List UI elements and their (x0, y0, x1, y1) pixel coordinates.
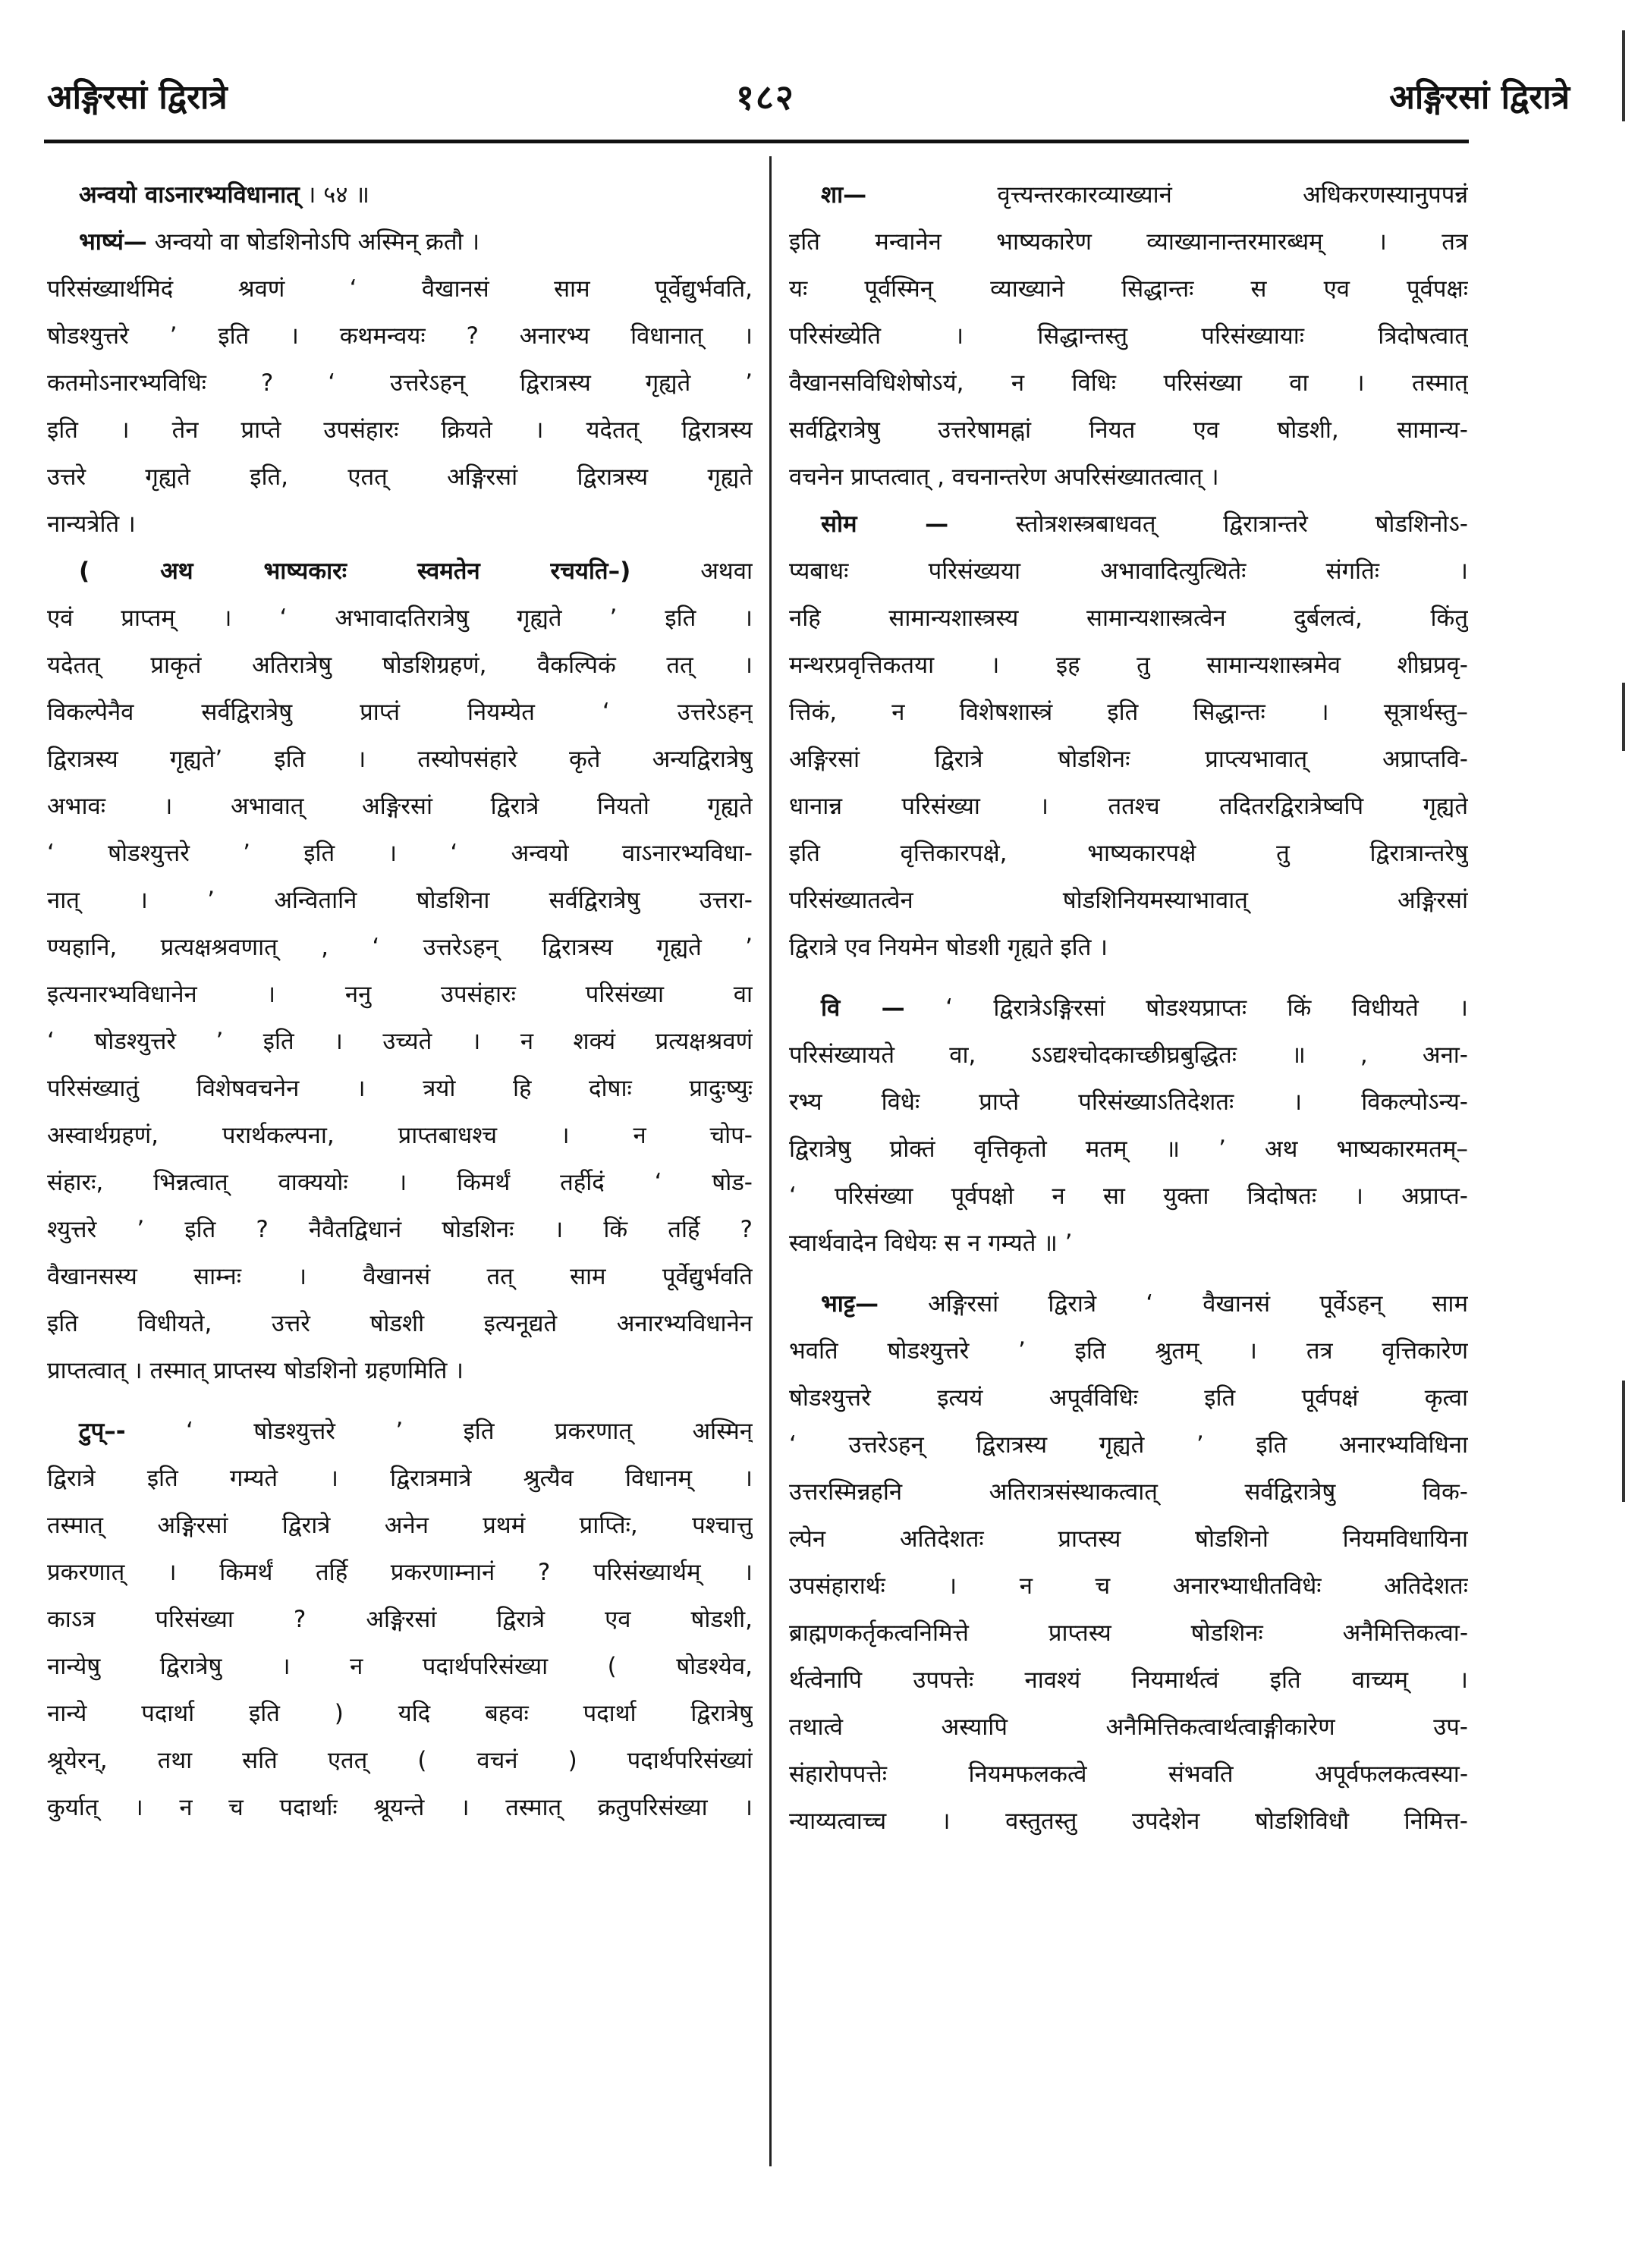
commentary-label: टुप्–- (79, 1418, 126, 1445)
commentary-label: अन्वयो वाऽनारभ्यविधानात् (79, 181, 300, 209)
line-text: स्तोत्रशस्त्रबाधवत् द्विरात्रान्तरे षोडशिनोऽ- (948, 510, 1468, 538)
text-line (47, 642, 753, 689)
text-line (47, 1596, 753, 1643)
column-divider (769, 156, 772, 2166)
line-text: परिसंख्यातुं विशेषवचनेन । त्रयो हि दोषाः प्रादुःष्युः (47, 1075, 753, 1102)
commentary-label: भाट्ट— (821, 1290, 879, 1318)
text-line (47, 1784, 753, 1831)
line-text: नान्ये पदार्था इति ) यदि बहवः पदार्था द्विरात्रेषु (47, 1700, 753, 1727)
running-title-left: अङ्गिरसां द्विरात्रे (47, 78, 228, 117)
text-line (789, 548, 1468, 595)
line-text: कतमोऽनारभ्यविधिः ? ‘ उत्तरेऽहन् द्विरात्रस्य गृह्यते ’ (47, 369, 753, 397)
line-text: न्याय्यत्वाच्च । वस्तुतस्तु उपदेशेन षोडशिविधौ निमित्त- (789, 1808, 1468, 1835)
scan-edge-mark (1622, 1381, 1625, 1502)
line-text: ल्पेन अतिदेशतः प्राप्तस्य षोडशिनो नियमविधायिना (789, 1525, 1468, 1553)
text-line (789, 171, 1468, 218)
line-text: ‘ षोडश्युत्तरे ’ इति प्रकरणात् अस्मिन् (125, 1418, 753, 1445)
text-line (47, 736, 753, 783)
commentary-label: ( अथ भाष्यकारः स्वमतेन रचयति–) (79, 558, 631, 585)
text-line (789, 1610, 1468, 1657)
line-text: यदेतत् प्राकृतं अतिरात्रेषु षोडशिग्रहणं, वैकल्पिकं तत् । (47, 652, 753, 679)
text-line (789, 1280, 1468, 1327)
text-line (47, 1253, 753, 1300)
text-line (47, 1347, 753, 1394)
text-line (47, 971, 753, 1018)
text-line (47, 1502, 753, 1549)
line-text: प्रकरणात् । किमर्थं तर्हि प्रकरणाम्नानं ? परिसंख्यार्थम् । (47, 1559, 753, 1586)
text-line (789, 1173, 1468, 1220)
page-header (0, 73, 1638, 134)
text-line (789, 407, 1468, 454)
left-column (47, 171, 753, 1831)
line-text: । ५४ ॥ (299, 181, 369, 209)
line-text: तथात्वे अस्यापि अनैमित्तिकत्वार्थत्वाङ्गीकारेण उप- (789, 1714, 1468, 1741)
line-text: संहारः, भिन्नत्वात् वाक्ययोः । किमर्थं तर्हीदं ‘ षोड- (47, 1169, 753, 1196)
line-text: द्विरात्रे एव नियमेन षोडशी गृह्यते इति । (789, 934, 1108, 961)
line-text: परिसंख्यातत्वेन षोडशिनियमस्याभावात् अङ्गिरसां (789, 887, 1468, 914)
line-text: श्रूयेरन्, तथा सति एतत् ( वचनं ) पदार्थपरिसंख्यां (47, 1747, 753, 1774)
line-text: ‘ उत्तरेऽहन् द्विरात्रस्य गृह्यते ’ इति अनारभ्यविधिना (789, 1431, 1468, 1459)
line-text: काऽत्र परिसंख्या ? अङ्गिरसां द्विरात्रे एव षोडशी, (47, 1606, 753, 1633)
line-text: तस्मात् अङ्गिरसां द्विरात्रे अनेन प्रथमं प्राप्तिः, पश्चात्तु (47, 1512, 753, 1539)
text-line (789, 265, 1468, 313)
text-line (47, 1018, 753, 1065)
line-text: नहि सामान्यशास्त्रस्य सामान्यशास्त्रत्वेन दुर्बलत्वं, किंतु (789, 605, 1468, 632)
text-line (47, 265, 753, 313)
line-text: इति । तेन प्राप्ते उपसंहारः क्रियते । यदेतत् द्विरात्रस्य (47, 416, 753, 444)
text-line (789, 313, 1468, 360)
line-text: प्यबाधः परिसंख्यया अभावादित्युत्थितेः संगतिः । (789, 558, 1468, 585)
line-text: विकल्पेनैव सर्वद्विरात्रेषु प्राप्तं नियम्येत ‘ उत्तरेऽहन् (47, 699, 753, 726)
line-text: इति वृत्तिकारपक्षे, भाष्यकारपक्षे तु द्विरात्रान्तरेषु (789, 840, 1468, 867)
line-text: षोडश्युत्तरे ’ इति । कथमन्वयः ? अनारभ्य विधानात् । (47, 322, 753, 350)
right-column (789, 171, 1468, 1845)
page-number: १८२ (736, 77, 795, 118)
text-line (47, 924, 753, 971)
text-line (789, 218, 1468, 265)
text-line (789, 1751, 1468, 1798)
text-line (47, 1065, 753, 1112)
text-line (47, 407, 753, 454)
line-text: द्विरात्रे इति गम्यते । द्विरात्रमात्रे श्रुत्यैव विधानम् । (47, 1465, 753, 1492)
text-line (47, 1394, 753, 1408)
text-line (47, 689, 753, 736)
line-text: एवं प्राप्तम् । ‘ अभावादतिरात्रेषु गृह्यते ’ इति । (47, 605, 753, 632)
line-text: षोडश्युत्तरे इत्ययं अपूर्वविधिः इति पूर्वपक्षं कृत्वा (789, 1384, 1468, 1412)
commentary-label: शा— (821, 181, 867, 209)
line-text: स्वार्थवादेन विधेयः स न गम्यते ॥ ’ (789, 1230, 1073, 1257)
line-text: वृत्त्यन्तरकारव्याख्यानं अधिकरणस्यानुपपन्नं (866, 181, 1468, 209)
line-text: ‘ द्विरात्रेऽङ्गिरसां षोडश्यप्राप्तः किं विधीयते । (904, 994, 1468, 1022)
text-line (789, 1469, 1468, 1516)
line-text: इति विधीयते, उत्तरे षोडशी इत्यनूद्यते अनारभ्यविधानेन (47, 1310, 753, 1337)
text-line (789, 1704, 1468, 1751)
line-text: र्थत्वेनापि उपपत्तेः नावश्यं नियमार्थत्वं इति वाच्यम् । (789, 1666, 1468, 1694)
text-line (789, 877, 1468, 924)
line-text: अङ्गिरसां द्विरात्रे ‘ वैखानसं पूर्वेऽहन् साम (878, 1290, 1468, 1318)
text-line (789, 1374, 1468, 1421)
text-line (47, 1159, 753, 1206)
line-text: धानान्न परिसंख्या । ततश्च तदितरद्विरात्रेष्वपि गृह्यते (789, 793, 1468, 820)
line-text: ‘ षोडश्युत्तरे ’ इति । उच्यते । न शक्यं प्रत्यक्षश्रवणं (47, 1028, 753, 1055)
line-text: नात् । ’ अन्वितानि षोडशिना सर्वद्विरात्रेषु उत्तरा- (47, 887, 753, 914)
line-text: परिसंख्येति । सिद्धान्तस्तु परिसंख्यायाः त्रिदोषत्वात् (789, 322, 1468, 350)
scan-edge-mark (1622, 30, 1625, 121)
running-title-right: अङ्गिरसां द्विरात्रे (1389, 78, 1570, 117)
line-text: ‘ परिसंख्या पूर्वपक्षो न सा युक्ता त्रिदोषतः । अप्राप्त- (789, 1183, 1468, 1210)
text-line (789, 1798, 1468, 1845)
text-line (789, 783, 1468, 830)
text-line (47, 830, 753, 877)
text-line (47, 548, 753, 595)
line-text: संहारोपपत्तेः नियमफलकत्वे संभवति अपूर्वफलकत्वस्या- (789, 1761, 1468, 1788)
commentary-label: सोम — (821, 510, 949, 538)
text-line (789, 689, 1468, 736)
line-text: वचनेन प्राप्तत्वात् , वचनान्तरेण अपरिसंख्यातत्वात् । (789, 463, 1219, 491)
line-text: मन्थरप्रवृत्तिकतया । इह तु सामान्यशास्त्रमेव शीघ्रप्रवृ- (789, 652, 1468, 679)
text-line (47, 1549, 753, 1596)
text-line (789, 1126, 1468, 1173)
text-line (789, 595, 1468, 642)
text-line (789, 501, 1468, 548)
line-text: रभ्य विधेः प्राप्ते परिसंख्याऽतिदेशतः । विकल्पोऽन्य- (789, 1088, 1468, 1116)
line-text: उपसंहारार्थः । न च अनारभ्याधीतविधेः अतिदेशतः (789, 1572, 1468, 1600)
text-line (789, 1267, 1468, 1280)
text-line (789, 1516, 1468, 1563)
line-text: द्विरात्रेषु प्रोक्तं वृत्तिकृतो मतम् ॥ ’ अथ भाष्यकारमतम्– (789, 1136, 1468, 1163)
text-line (47, 501, 753, 548)
line-text: अन्वयो वा षोडशिनोऽपि अस्मिन् क्रतौ । (146, 228, 480, 256)
text-line (789, 1421, 1468, 1469)
text-line (789, 1032, 1468, 1079)
line-text: नान्यत्रेति । (47, 510, 136, 538)
line-text: प्राप्तत्वात् । तस्मात् प्राप्तस्य षोडशिनो ग्रहणमिति । (47, 1357, 464, 1384)
line-text: अस्वार्थग्रहणं, परार्थकल्पना, प्राप्तबाधश्च । न चोप- (47, 1122, 753, 1149)
line-text: अथवा (630, 558, 753, 585)
text-line (47, 1690, 753, 1737)
commentary-label: वि — (821, 994, 905, 1022)
text-line (789, 1079, 1468, 1126)
text-line (47, 1455, 753, 1502)
text-line (47, 595, 753, 642)
line-text: नान्येषु द्विरात्रेषु । न पदार्थपरिसंख्या ( षोडश्येव, (47, 1653, 753, 1680)
line-text: द्विरात्रस्य गृह्यते’ इति । तस्योपसंहारे कृते अन्यद्विरात्रेषु (47, 746, 753, 773)
line-text: ब्राह्मणकर्तृकत्वनिमित्ते प्राप्तस्य षोडशिनः अनैमित्तिकत्वा- (789, 1619, 1468, 1647)
line-text: यः पूर्वस्मिन् व्याख्याने सिद्धान्तः स एव पूर्वपक्षः (789, 275, 1468, 303)
text-line (789, 642, 1468, 689)
text-line (47, 877, 753, 924)
text-line (47, 1300, 753, 1347)
text-line (47, 218, 753, 265)
text-line (789, 1220, 1468, 1267)
line-text: परिसंख्यार्थमिदं श्रवणं ‘ वैखानसं साम पूर्वेद्युर्भवति, (47, 275, 753, 303)
header-rule (44, 140, 1469, 143)
text-line (789, 736, 1468, 783)
line-text: उत्तरे गृह्यते इति, एतत् अङ्गिरसां द्विरात्रस्य गृह्यते (47, 463, 753, 491)
commentary-label: भाष्यं— (79, 228, 147, 256)
text-line (47, 454, 753, 501)
line-text: अङ्गिरसां द्विरात्रे षोडशिनः प्राप्त्यभावात् अप्राप्तवि- (789, 746, 1468, 773)
line-text: ‘ षोडश्युत्तरे ’ इति । ‘ अन्वयो वाऽनारभ्यविधा- (47, 840, 753, 867)
line-text: वैखानसस्य साम्नः । वैखानसं तत् साम पूर्वेद्युर्भवति (47, 1263, 753, 1290)
text-line (47, 1206, 753, 1253)
line-text: उत्तरस्मिन्नहनि अतिरात्रसंस्थाकत्वात् सर्वद्विरात्रेषु विक- (789, 1478, 1468, 1506)
line-text: अभावः । अभावात् अङ्गिरसां द्विरात्रे नियतो गृह्यते (47, 793, 753, 820)
line-text: वैखानसविधिशेषोऽयं, न विधिः परिसंख्या वा । तस्मात् (789, 369, 1468, 397)
line-text: परिसंख्यायते वा, ऽऽद्यश्चोदकाच्छीघ्रबुद्धितः ॥ , अना- (789, 1041, 1468, 1069)
text-line (789, 830, 1468, 877)
line-text: सर्वद्विरात्रेषु उत्तरेषामह्नां नियत एव षोडशी, सामान्य- (789, 416, 1468, 444)
text-line (47, 1737, 753, 1784)
text-line (789, 360, 1468, 407)
text-line (789, 1563, 1468, 1610)
scan-edge-mark (1622, 683, 1625, 751)
line-text: ण्यहानि, प्रत्यक्षश्रवणात् , ‘ उत्तरेऽहन् द्विरात्रस्य गृह्यते ’ (47, 934, 753, 961)
line-text: इति मन्वानेन भाष्यकारेण व्याख्यानान्तरमारब्धम् । तत्र (789, 228, 1468, 256)
line-text: श्युत्तरे ’ इति ? नैवैतद्विधानं षोडशिनः । किं तर्हि ? (47, 1216, 753, 1243)
text-line (789, 454, 1468, 501)
text-line (47, 1408, 753, 1455)
text-line (789, 1657, 1468, 1704)
text-line (47, 313, 753, 360)
line-text: भवति षोडश्युत्तरे ’ इति श्रुतम् । तत्र वृत्तिकारेण (789, 1337, 1468, 1365)
line-text: कुर्यात् । न च पदार्थाः श्रूयन्ते । तस्मात् क्रतुपरिसंख्या । (47, 1794, 753, 1821)
line-text: त्तिकं, न विशेषशास्त्रं इति सिद्धान्तः । सूत्रार्थस्तु– (789, 699, 1468, 726)
text-line (47, 360, 753, 407)
text-line (47, 1643, 753, 1690)
text-line (789, 1327, 1468, 1374)
text-line (789, 971, 1468, 985)
text-line (47, 783, 753, 830)
line-text: इत्यनारभ्यविधानेन । ननु उपसंहारः परिसंख्या वा (47, 981, 753, 1008)
text-line (789, 985, 1468, 1032)
text-line (47, 171, 753, 218)
text-line (789, 924, 1468, 971)
text-line (47, 1112, 753, 1159)
